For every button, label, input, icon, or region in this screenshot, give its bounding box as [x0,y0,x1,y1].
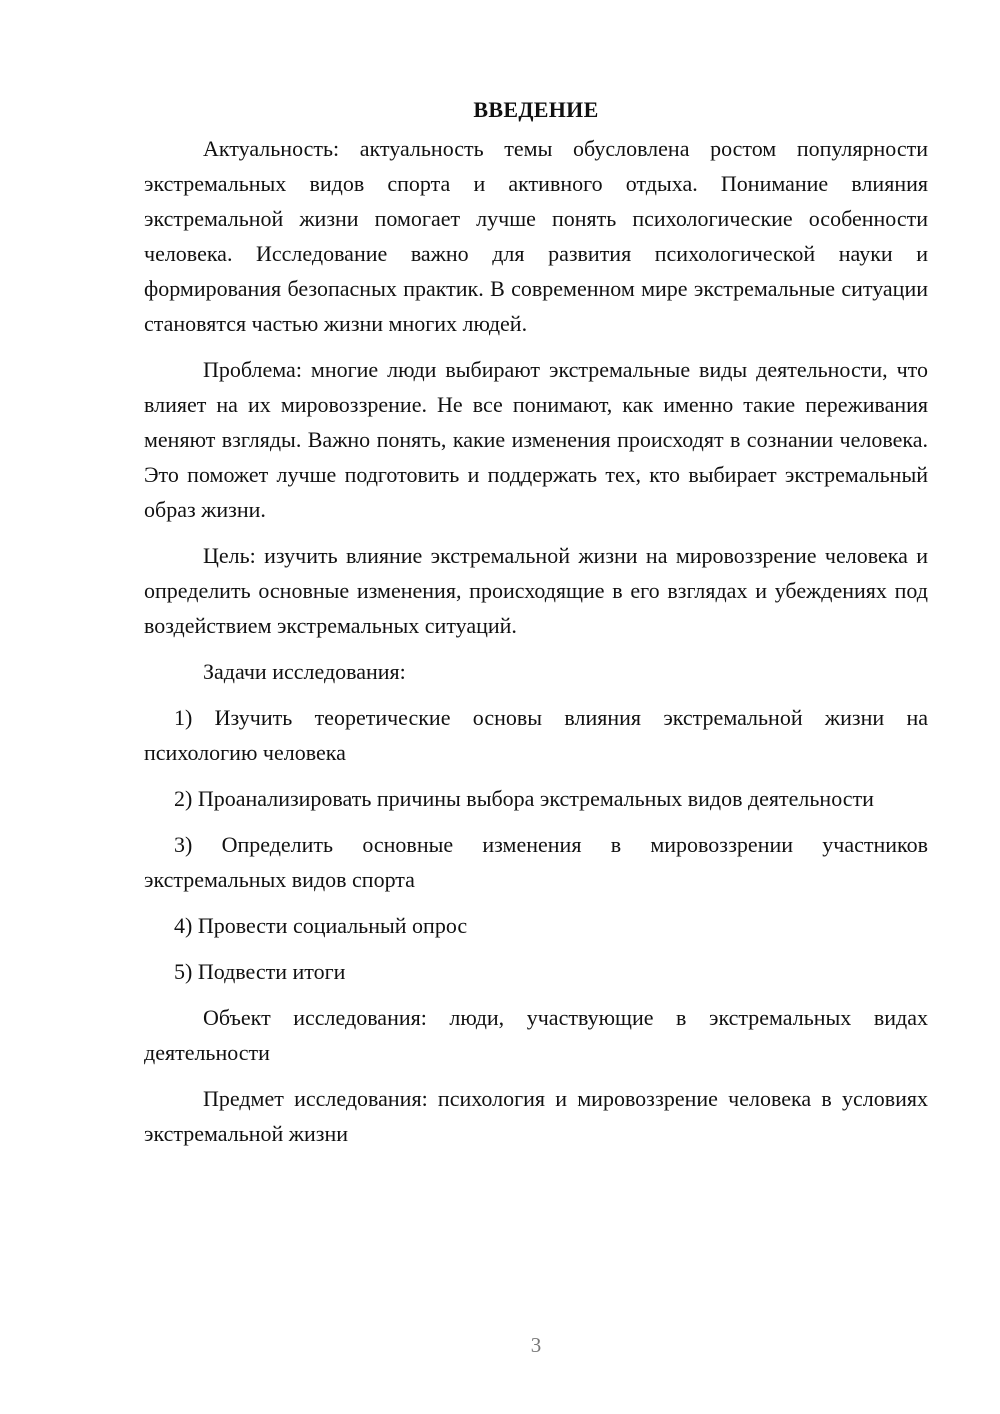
object-paragraph: Объект исследования: люди, участвующие в экстремальных видах деятельности [144,1005,928,1065]
subject-paragraph: Предмет исследования: психология и мировоззрение человека в условиях экстремальной жизни [144,1086,928,1146]
task-item-5: 5) Подвести итоги [174,959,346,984]
document-page [144,92,928,1162]
page-title: ВВЕДЕНИЕ [473,97,599,122]
tasks-heading: Задачи исследования: [203,659,406,684]
task-item-4: 4) Провести социальный опрос [174,913,468,938]
problem-paragraph: Проблема: многие люди выбирают экстремальные виды деятельности, что влияет на их мировоззрение. Не все понимают, как именно такие переживания меняют взгляды. Важно понять, какие изменения происходят в сознании человека. Это поможет лучше подготовить и поддержать тех, кто выбирает экстремальный образ жизни. [144,357,928,522]
page-number: 3 [530,1333,542,1357]
task-item-3: 3) Определить основные изменения в мировоззрении участников экстремальных видов спорта [144,832,928,892]
goal-paragraph: Цель: изучить влияние экстремальной жизни на мировоззрение человека и определить основные изменения, происходящие в его взглядах и убеждениях под воздействием экстремальных ситуаций. [144,543,928,638]
relevance-paragraph: Актуальность: актуальность темы обусловлена ростом популярности экстремальных видов спорта и активного отдыха. Понимание влияния экстремальной жизни помогает лучше понять психологические особенности человека. Исследование важно для развития психологической науки и формирования безопасных практик. В современном мире экстремальные ситуации становятся частью жизни многих людей. [144,136,928,336]
task-item-2: 2) Проанализировать причины выбора экстремальных видов деятельности [174,786,874,811]
task-item-1: 1) Изучить теоретические основы влияния экстремальной жизни на психологию человека [144,705,928,765]
